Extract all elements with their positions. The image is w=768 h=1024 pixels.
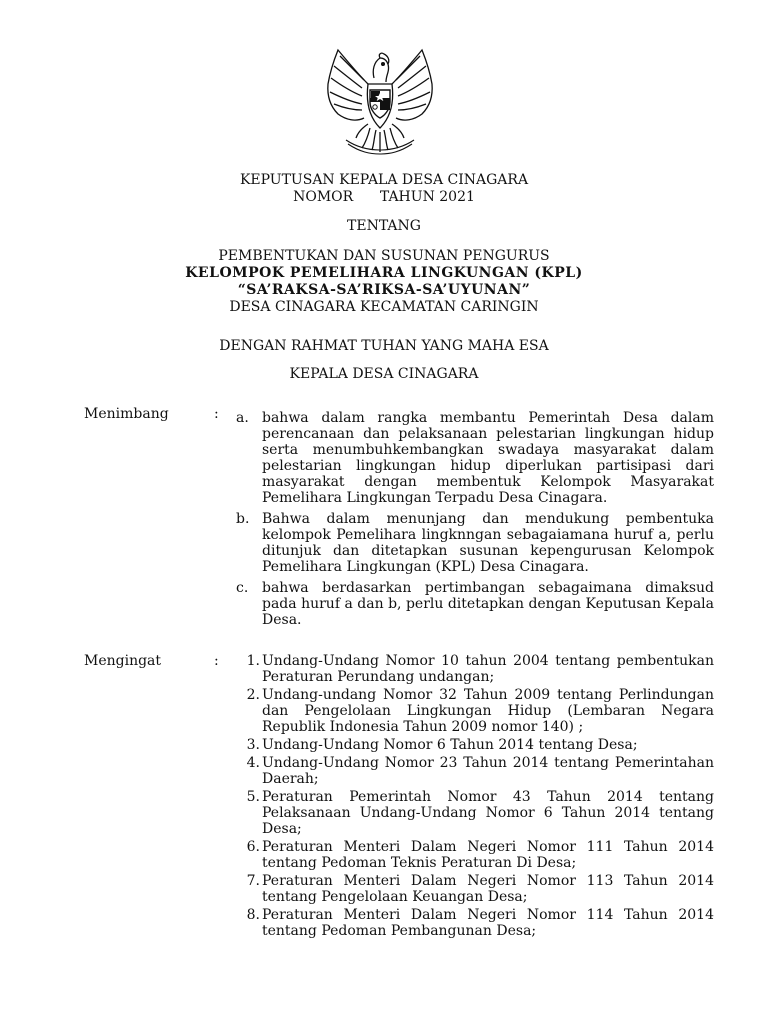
kepala-line bbox=[0, 366, 768, 383]
list-item bbox=[236, 737, 714, 753]
list-item bbox=[236, 653, 714, 685]
item-marker: 5. bbox=[246, 789, 260, 805]
decree-subject bbox=[0, 248, 768, 316]
item-text: Undang-Undang Nomor 10 tahun 2004 tentang pembentukan Peraturan Perundang undangan; bbox=[262, 653, 714, 685]
menimbang-list bbox=[236, 410, 714, 633]
list-item bbox=[236, 907, 714, 939]
tentang-label: TENTANG bbox=[347, 218, 421, 234]
item-marker: a. bbox=[236, 410, 249, 426]
garuda-emblem-icon bbox=[318, 44, 442, 156]
item-marker: 7. bbox=[246, 873, 260, 889]
list-item bbox=[236, 580, 714, 628]
menimbang-colon: : bbox=[214, 406, 219, 422]
item-marker: 2. bbox=[246, 687, 260, 703]
subject-line-2: KELOMPOK PEMELIHARA LINGKUNGAN (KPL) bbox=[185, 265, 583, 281]
list-item bbox=[236, 755, 714, 787]
item-marker: c. bbox=[236, 580, 249, 596]
list-item bbox=[236, 687, 714, 735]
list-item bbox=[236, 410, 714, 506]
decree-number-line: NOMOR TAHUN 2021 bbox=[293, 189, 475, 205]
item-text: Undang-Undang Nomor 6 Tahun 2014 tentang Desa; bbox=[262, 737, 638, 753]
list-item bbox=[236, 511, 714, 575]
subject-line-1: PEMBENTUKAN DAN SUSUNAN PENGURUS bbox=[218, 248, 550, 264]
item-marker: b. bbox=[236, 511, 250, 527]
subject-line-3: “SA’RAKSA-SA’RIKSA-SA’UYUNAN” bbox=[237, 282, 531, 298]
item-marker: 1. bbox=[246, 653, 260, 669]
rahmat-line bbox=[0, 338, 768, 355]
item-text: Peraturan Pemerintah Nomor 43 Tahun 2014 tentang Pelaksanaan Undang-Undang Nomor 6 Tahun 2014 tentang Desa; bbox=[262, 789, 714, 837]
rahmat-text: DENGAN RAHMAT TUHAN YANG MAHA ESA bbox=[219, 338, 549, 354]
item-text: Undang-undang Nomor 32 Tahun 2009 tentang Perlindungan dan Pengelolaan Lingkungan Hidup (Lembaran Negara Republik Indonesia Tahun 2009 nomor 140) ; bbox=[262, 687, 714, 735]
subject-line-4: DESA CINAGARA KECAMATAN CARINGIN bbox=[229, 299, 539, 315]
decree-heading bbox=[0, 172, 768, 206]
list-item bbox=[236, 839, 714, 871]
item-text: Undang-Undang Nomor 23 Tahun 2014 tentang Pemerintahan Daerah; bbox=[262, 755, 714, 787]
item-marker: 4. bbox=[246, 755, 260, 771]
item-text: Peraturan Menteri Dalam Negeri Nomor 114 Tahun 2014 tentang Pedoman Pembangunan Desa; bbox=[262, 907, 714, 939]
mengingat-label: Mengingat bbox=[84, 653, 162, 669]
list-item bbox=[236, 873, 714, 905]
item-marker: 3. bbox=[246, 737, 260, 753]
item-text: bahwa dalam rangka membantu Pemerintah Desa dalam perencanaan dan pelaksanaan pelestarian lingkungan hidup serta menumbuhkembangkan swadaya masyarakat dalam pelestarian lingkungan hidup diperlukan partisipasi dari masyarakat dengan membentuk Kelompok Masyarakat Pemelihara Lingkungan Terpadu Desa Cinagara. bbox=[262, 410, 714, 506]
item-text: Peraturan Menteri Dalam Negeri Nomor 111 Tahun 2014 tentang Pedoman Teknis Peraturan Di Desa; bbox=[262, 839, 714, 871]
decree-title-line: KEPUTUSAN KEPALA DESA CINAGARA bbox=[239, 172, 529, 188]
mengingat-list bbox=[236, 653, 714, 941]
kepala-text: KEPALA DESA CINAGARA bbox=[289, 366, 479, 382]
mengingat-colon: : bbox=[214, 653, 219, 669]
list-item bbox=[236, 789, 714, 837]
item-text: bahwa berdasarkan pertimbangan sebagaimana dimaksud pada huruf a dan b, perlu ditetapkan dengan Keputusan Kepala Desa. bbox=[262, 580, 714, 628]
item-text: Bahwa dalam menunjang dan mendukung pembentuka kelompok Pemelihara lingknngan sebagaiamana huruf a, perlu ditunjuk dan ditetapkan susunan kepengurusan Kelompok Pemelihara Lingkungan (KPL) Desa Cinagara. bbox=[262, 511, 714, 575]
item-marker: 8. bbox=[246, 907, 260, 923]
menimbang-label: Menimbang bbox=[84, 406, 169, 422]
item-marker: 6. bbox=[246, 839, 260, 855]
tentang-block bbox=[0, 218, 768, 235]
item-text: Peraturan Menteri Dalam Negeri Nomor 113 Tahun 2014 tentang Pengelolaan Keuangan Desa; bbox=[262, 873, 714, 905]
